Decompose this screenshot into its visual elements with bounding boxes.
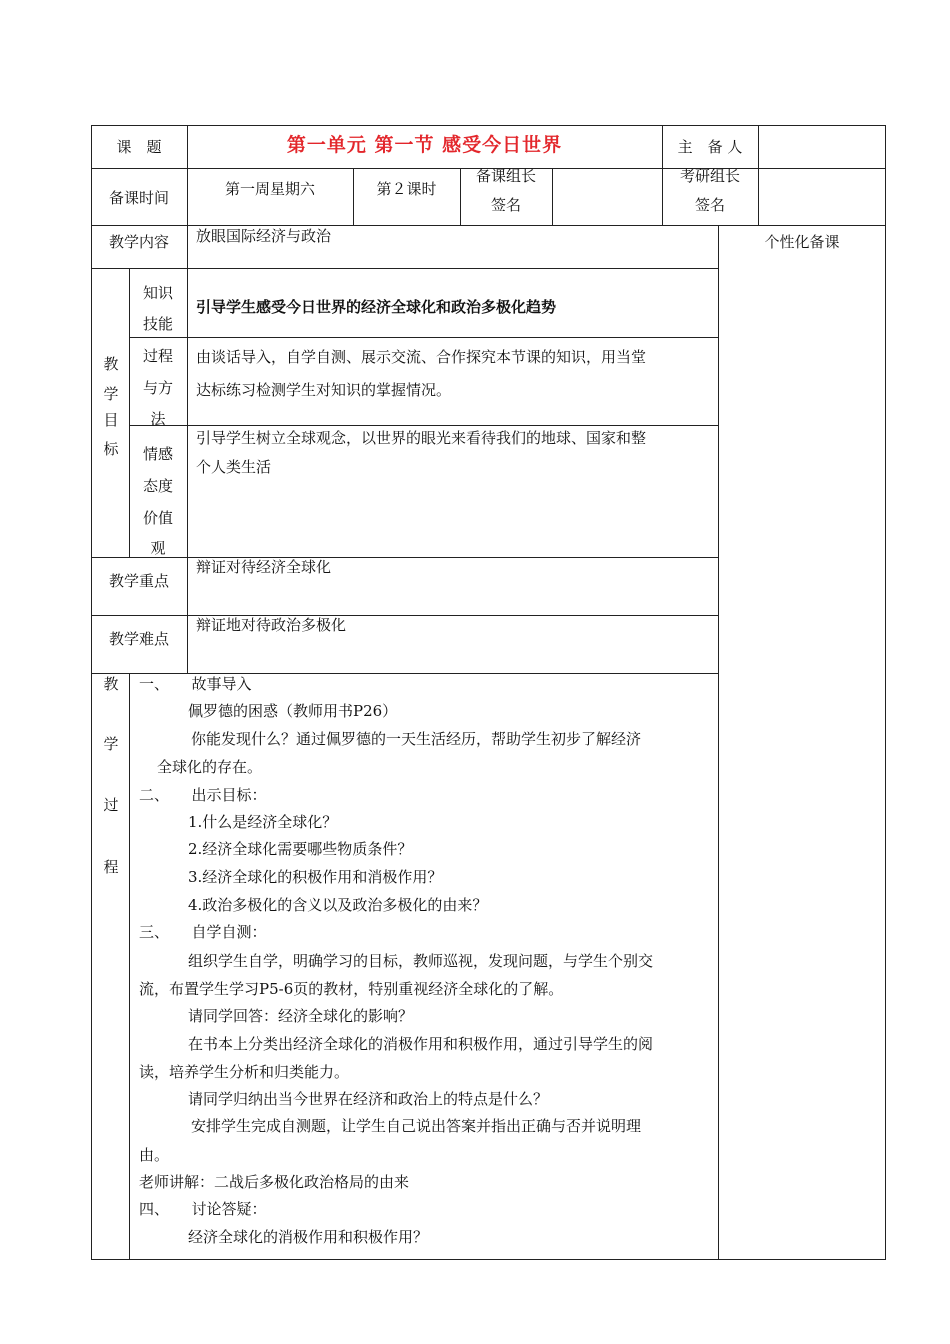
table-border-left xyxy=(91,125,92,1260)
difficulty-label: 教学难点 xyxy=(108,630,169,648)
emotion-label-2: 态度 xyxy=(142,477,173,495)
content-label: 教学内容 xyxy=(108,233,169,251)
period-value: 第２课时 xyxy=(376,180,437,198)
process-objective-line-2: 达标练习检测学生对知识的掌握情况。 xyxy=(196,381,452,399)
key-point-value: 辩证对待经济全球化 xyxy=(196,558,332,576)
process-line: 4.政治多极化的含义以及政治多极化的由来？ xyxy=(188,896,488,914)
prep-time-value: 第一周星期六 xyxy=(224,180,315,198)
rule-v-r1-c xyxy=(758,125,759,225)
process-line: 请同学归纳出当今世界在经济和政治上的特点是什么？ xyxy=(188,1090,549,1108)
process-line: 四、 讨论答疑： xyxy=(139,1200,267,1218)
process-line: 3.经济全球化的积极作用和消极作用？ xyxy=(188,868,443,886)
rule-v-personal xyxy=(718,225,719,1260)
emotion-label: 情感 xyxy=(142,445,173,463)
process-line: 经济全球化的消极作用和积极作用？ xyxy=(188,1228,429,1246)
difficulty-value: 辩证地对待政治多极化 xyxy=(196,616,347,634)
objectives-label-char-2: 学 xyxy=(103,385,119,403)
process-label-3: 法 xyxy=(150,410,166,428)
objectives-label-char-3: 目 xyxy=(103,411,119,429)
emotion-objective-line-1: 引导学生树立全球观念，以世界的眼光来看待我们的地球、国家和整 xyxy=(196,429,647,447)
process-line: 由。 xyxy=(139,1146,170,1164)
process-section-label-char-1: 教 xyxy=(103,675,119,693)
process-line: 全球化的存在。 xyxy=(157,758,263,776)
rule-v-proclabel xyxy=(129,673,130,1260)
process-line: 一、 故事导入 xyxy=(139,675,252,693)
table-border-top xyxy=(91,125,886,126)
process-objective-line-1: 由谈话导入，自学自测、展示交流、合作探究本节课的知识，用当堂 xyxy=(196,348,647,366)
process-line: 你能发现什么？通过佩罗德的一天生活经历，帮助学生初步了解经济 xyxy=(191,730,642,748)
knowledge-objective: 引导学生感受今日世界的经济全球化和政治多极化趋势 xyxy=(196,298,557,316)
research-leader-sign-label: 签名 xyxy=(694,196,725,214)
emotion-objective-line-2: 个人类生活 xyxy=(196,458,272,476)
rule-knowledge xyxy=(129,337,719,338)
process-line: 二、 出示目标： xyxy=(139,786,267,804)
content-value: 放眼国际经济与政治 xyxy=(196,227,332,245)
key-point-label: 教学重点 xyxy=(108,572,169,590)
process-line: 老师讲解：二战后多极化政治格局的由来 xyxy=(139,1173,410,1191)
process-line: 1.什么是经济全球化？ xyxy=(188,813,338,831)
rule-v-main xyxy=(187,225,188,673)
group-leader-label: 备课组长 xyxy=(475,167,536,185)
table-border-right xyxy=(885,125,886,1260)
rule-process xyxy=(129,425,719,426)
rule-v-r2-c xyxy=(552,168,553,225)
process-section-label-char-2: 学 xyxy=(103,735,119,753)
process-line: 请同学回答：经济全球化的影响？ xyxy=(188,1007,414,1025)
rule-row3 xyxy=(91,268,719,269)
process-line: 流，布置学生学习P5-6页的教材，特别重视经济全球化的了解。 xyxy=(139,980,564,998)
emotion-label-3: 价值 xyxy=(142,509,173,527)
process-line: 组织学生自学，明确学习的目标，教师巡视，发现问题，与学生个别交 xyxy=(188,952,654,970)
personal-notes-label: 个性化备课 xyxy=(764,233,840,251)
knowledge-label: 知识 xyxy=(142,284,173,302)
knowledge-label-2: 技能 xyxy=(142,315,173,333)
table-border-bottom xyxy=(91,1259,886,1260)
objectives-label-char-1: 教 xyxy=(103,355,119,373)
process-line: 读，培养学生分析和归类能力。 xyxy=(139,1063,350,1081)
process-section-label-char-3: 过 xyxy=(103,796,119,814)
process-label: 过程 xyxy=(142,347,173,365)
prep-time-label: 备课时间 xyxy=(108,189,169,207)
process-label-2: 与方 xyxy=(142,379,173,397)
process-section-label-char-4: 程 xyxy=(103,858,119,876)
objectives-label-char-4: 标 xyxy=(103,440,119,458)
process-line: 在书本上分类出经济全球化的消极作用和积极作用，通过引导学生的阅 xyxy=(188,1035,654,1053)
process-line: 三、 自学自测： xyxy=(139,923,267,941)
topic-label: 课 题 xyxy=(116,138,162,156)
preparer-label: 主 备 人 xyxy=(677,138,743,156)
group-leader-sign-label: 签名 xyxy=(490,196,521,214)
rule-keypoint xyxy=(91,615,719,616)
research-leader-label: 考研组长 xyxy=(679,167,740,185)
process-line: 佩罗德的困惑（教师用书P26） xyxy=(188,702,398,720)
emotion-label-4: 观 xyxy=(150,539,166,557)
process-line: 安排学生完成自测题，让学生自己说出答案并指出正确与否并说明理 xyxy=(191,1117,642,1135)
process-line: 2.经济全球化需要哪些物质条件？ xyxy=(188,840,413,858)
lesson-title: 第一单元 第一节 感受今日世界 xyxy=(286,134,563,156)
